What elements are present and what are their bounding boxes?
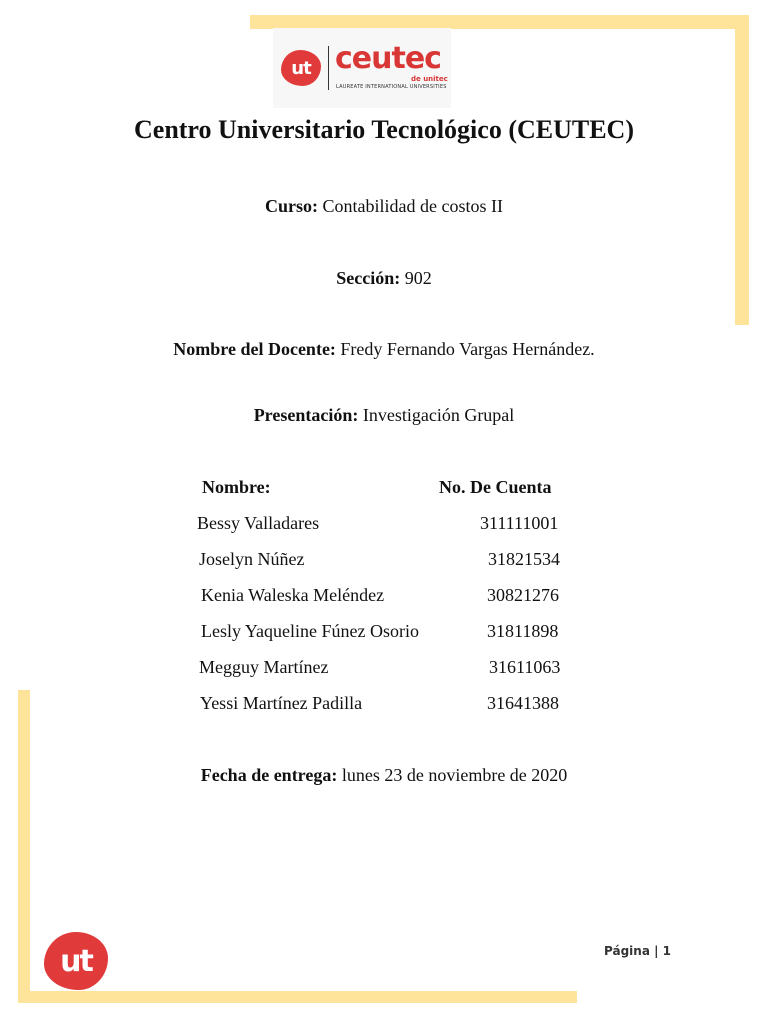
student-account: 31611063 (489, 657, 561, 677)
document-title: Centro Universitario Tecnológico (CEUTEC) (134, 115, 634, 144)
student-name: Yessi Martínez Padilla (200, 693, 363, 713)
seccion-value: 902 (404, 268, 432, 288)
logo-badge: ut (281, 50, 321, 86)
decorative-frame-bottom (18, 991, 577, 1003)
student-name: Bessy Valladares (197, 513, 320, 533)
logo-tagline: LAUREATE INTERNATIONAL UNIVERSITIES (336, 84, 447, 90)
logo-separator (328, 46, 329, 90)
header-nombre: Nombre: (202, 477, 271, 497)
seccion-line (0, 267, 768, 289)
student-account: 31821534 (488, 549, 560, 569)
page-number: Página | 1 (604, 944, 672, 958)
student-account: 30821276 (487, 585, 559, 605)
ceutec-logo (273, 28, 451, 108)
student-account: 31811898 (487, 621, 559, 641)
fecha-value: lunes 23 de noviembre de 2020 (341, 765, 568, 785)
student-name: Megguy Martínez (199, 657, 329, 677)
fecha-label: Fecha de entrega: (200, 765, 338, 785)
presentacion-label: Presentación: (253, 405, 359, 425)
presentacion-value: Investigación Grupal (362, 405, 515, 425)
student-name: Joselyn Núñez (199, 549, 305, 569)
logo-wordmark: ceutec (335, 41, 441, 76)
student-account: 311111001 (480, 513, 559, 533)
docente-label: Nombre del Docente: (173, 339, 336, 359)
student-name: Lesly Yaqueline Fúnez Osorio (201, 621, 419, 641)
footer-logo-badge: ut (44, 932, 108, 990)
docente-value: Fredy Fernando Vargas Hernández. (340, 339, 595, 359)
docente-line (0, 338, 768, 360)
decorative-frame-top (250, 15, 749, 29)
fecha-line (0, 764, 768, 786)
curso-line (0, 195, 768, 217)
presentacion-line (0, 404, 768, 426)
seccion-label: Sección: (336, 268, 401, 288)
logo-subtitle: de unitec (411, 75, 448, 83)
student-account: 31641388 (487, 693, 559, 713)
curso-label: Curso: (265, 196, 319, 216)
curso-value: Contabilidad de costos II (322, 196, 503, 216)
student-name: Kenia Waleska Meléndez (201, 585, 385, 605)
decorative-frame-left (18, 690, 30, 1003)
header-cuenta: No. De Cuenta (439, 477, 552, 497)
